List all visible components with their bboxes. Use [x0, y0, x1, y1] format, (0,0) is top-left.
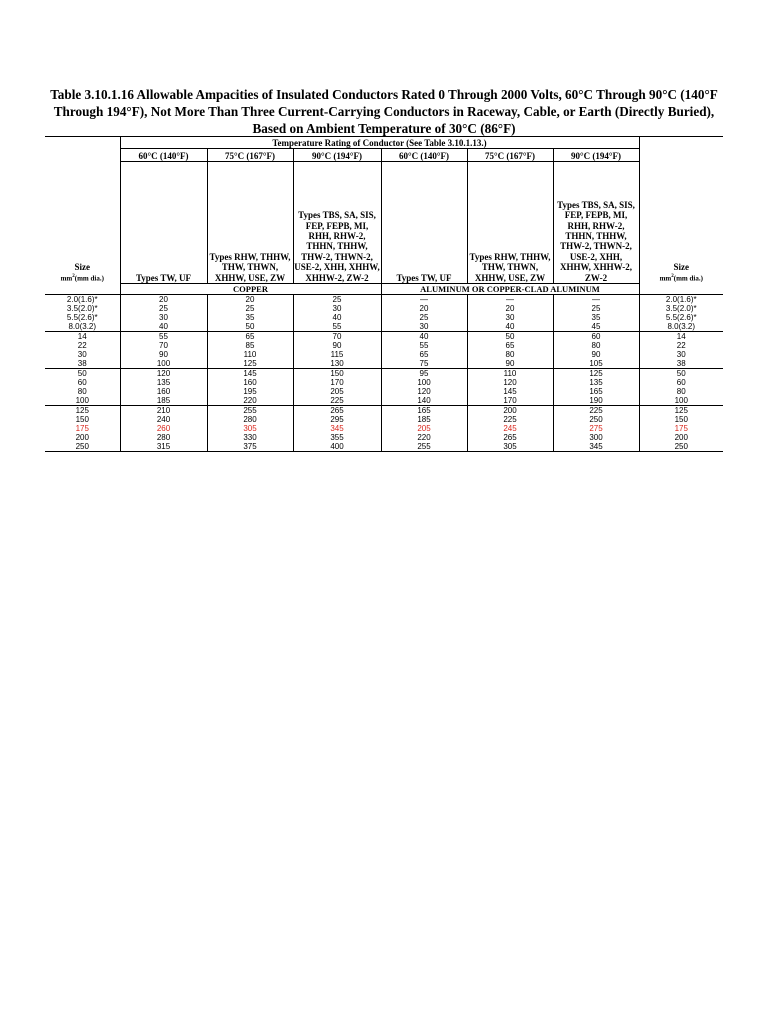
ampacity-cell-al-75: 120 [467, 378, 553, 387]
table-row [45, 442, 723, 452]
table-body [45, 295, 723, 452]
ampacity-cell-cu-75: 375 [207, 442, 293, 452]
temperature-rating-header: Temperature Rating of Conductor (See Table 3.10.1.13.) [120, 137, 639, 149]
types-cu-75: Types RHW, THHW, THW, THWN, XHHW, USE, ZW [207, 162, 293, 284]
size-label: Size [673, 261, 689, 272]
ampacity-cell-cu-75: 195 [207, 387, 293, 396]
ampacity-cell-al-75: 225 [467, 415, 553, 424]
size-cell-right: 5.5(2.6)* [665, 313, 697, 323]
ampacity-cell-al-90: 45 [553, 322, 639, 332]
ampacity-cell-al-75: 90 [467, 359, 553, 369]
ampacity-cell-al-60: 95 [381, 369, 467, 379]
ampacity-cell-al-60: 30 [381, 322, 467, 332]
table-row [45, 415, 723, 424]
size-cell-right: 22 [676, 341, 686, 351]
ampacity-cell-al-75: 40 [467, 322, 553, 332]
ampacity-cell-al-90: 90 [553, 350, 639, 359]
ampacity-cell-cu-75: 20 [207, 295, 293, 305]
ampacity-cell-al-75: 170 [467, 396, 553, 406]
ampacity-cell-cu-75: 65 [207, 332, 293, 342]
ampacity-cell-al-90: 275 [553, 424, 639, 433]
types-al-90: Types TBS, SA, SIS, FEP, FEPB, MI, RHH, RHW-2, THHN, THHW, THW-2, THWN-2, USE-2, XHH, XHHW, XHHW-2, ZW-2 [553, 162, 639, 284]
ampacity-cell-cu-90: 115 [293, 350, 381, 359]
ampacity-cell-al-90: 190 [553, 396, 639, 406]
ampacity-cell-cu-75: 145 [207, 369, 293, 379]
ampacity-cell-cu-60: 240 [120, 415, 207, 424]
ampacity-cell-cu-60: 210 [120, 406, 207, 416]
ampacity-cell-cu-60: 120 [120, 369, 207, 379]
ampacity-cell-al-60: 20 [381, 304, 467, 313]
size-cell-left: 5.5(2.6)* [45, 313, 120, 322]
ampacity-cell-cu-90: 30 [293, 304, 381, 313]
table-row [45, 350, 723, 359]
ampacity-cell-cu-90: 400 [293, 442, 381, 452]
ampacity-cell-cu-60: 280 [120, 433, 207, 442]
temp-header-al-75: 75°C (167°F) [467, 149, 553, 162]
table-row [45, 313, 723, 322]
size-cell-right: 100 [674, 396, 688, 406]
ampacity-cell-al-60: 55 [381, 341, 467, 350]
ampacity-cell-cu-90: 355 [293, 433, 381, 442]
ampacity-cell-al-60: 220 [381, 433, 467, 442]
ampacity-cell-al-90: 25 [553, 304, 639, 313]
size-label: Size [74, 261, 90, 272]
size-cell-left: 250 [45, 442, 120, 452]
ampacity-cell-al-90: 60 [553, 332, 639, 342]
table-row [45, 369, 723, 379]
table-row [45, 359, 723, 369]
size-cell-right: 38 [676, 359, 686, 369]
size-cell-right: 14 [639, 332, 723, 342]
size-cell-left: 60 [45, 378, 120, 387]
table-row [45, 295, 723, 305]
table-row [45, 304, 723, 313]
table-row [45, 433, 723, 442]
types-cu-60: Types TW, UF [120, 162, 207, 284]
ampacity-cell-al-75: 305 [467, 442, 553, 452]
ampacity-cell-cu-60: 70 [120, 341, 207, 350]
ampacity-cell-cu-60: 30 [120, 313, 207, 322]
ampacity-cell-al-90: 250 [553, 415, 639, 424]
ampacity-cell-cu-90: 225 [293, 396, 381, 406]
ampacity-cell-al-60: 185 [381, 415, 467, 424]
size-unit: $mm^2(mm$ dia.) [60, 274, 104, 283]
size-cell-left: 125 [45, 406, 120, 416]
ampacity-cell-al-90: 35 [553, 313, 639, 322]
size-cell-right: 60 [676, 378, 686, 388]
ampacity-cell-cu-75: 305 [207, 424, 293, 433]
ampacity-table [45, 136, 723, 452]
size-cell-left: 150 [45, 415, 120, 424]
temp-header-cu-60: 60°C (140°F) [120, 149, 207, 162]
ampacity-cell-cu-75: 220 [207, 396, 293, 406]
ampacity-cell-al-60: 205 [381, 424, 467, 433]
ampacity-cell-al-75: 245 [467, 424, 553, 433]
ampacity-cell-cu-75: 110 [207, 350, 293, 359]
table-row [45, 322, 723, 332]
ampacity-cell-al-75: — [467, 295, 553, 305]
ampacity-cell-cu-60: 160 [120, 387, 207, 396]
ampacity-cell-cu-60: 90 [120, 350, 207, 359]
size-cell-left: 38 [45, 359, 120, 369]
ampacity-cell-cu-75: 85 [207, 341, 293, 350]
ampacity-cell-cu-90: 265 [293, 406, 381, 416]
ampacity-cell-al-90: 135 [553, 378, 639, 387]
ampacity-cell-cu-90: 40 [293, 313, 381, 322]
ampacity-cell-cu-60: 315 [120, 442, 207, 452]
size-cell-right: 30 [676, 350, 686, 360]
ampacity-cell-al-75: 65 [467, 341, 553, 350]
ampacity-cell-cu-90: 130 [293, 359, 381, 369]
ampacity-cell-cu-75: 160 [207, 378, 293, 387]
ampacity-cell-cu-90: 295 [293, 415, 381, 424]
size-cell-right: 125 [639, 406, 723, 416]
ampacity-cell-cu-75: 330 [207, 433, 293, 442]
size-cell-left: 200 [45, 433, 120, 442]
ampacity-cell-al-90: — [553, 295, 639, 305]
types-al-75: Types RHW, THHW, THW, THWN, XHHW, USE, ZW [467, 162, 553, 284]
ampacity-cell-cu-90: 150 [293, 369, 381, 379]
ampacity-cell-cu-75: 255 [207, 406, 293, 416]
table-row [45, 332, 723, 342]
types-cu-90: Types TBS, SA, SIS, FEP, FEPB, MI, RHH, RHW-2, THHN, THHW, THW-2, THWN-2, USE-2, XHH, XHHW, XHHW-2, ZW-2 [293, 162, 381, 284]
copper-header: COPPER [120, 284, 381, 295]
ampacity-cell-cu-60: 135 [120, 378, 207, 387]
size-cell-right: 250 [639, 442, 723, 452]
ampacity-cell-cu-60: 55 [120, 332, 207, 342]
table-row [45, 424, 723, 433]
ampacity-cell-cu-60: 40 [120, 322, 207, 332]
temp-header-cu-90: 90°C (194°F) [293, 149, 381, 162]
ampacity-cell-cu-75: 35 [207, 313, 293, 322]
size-header-right [639, 162, 723, 284]
ampacity-cell-al-90: 345 [553, 442, 639, 452]
ampacity-cell-cu-90: 55 [293, 322, 381, 332]
ampacity-cell-al-60: 165 [381, 406, 467, 416]
ampacity-cell-al-90: 225 [553, 406, 639, 416]
ampacity-cell-cu-90: 25 [293, 295, 381, 305]
table-row [45, 387, 723, 396]
table-row [45, 396, 723, 406]
temp-header-al-90: 90°C (194°F) [553, 149, 639, 162]
ampacity-cell-cu-75: 25 [207, 304, 293, 313]
ampacity-cell-cu-60: 25 [120, 304, 207, 313]
ampacity-cell-cu-75: 280 [207, 415, 293, 424]
size-cell-left: 2.0(1.6)* [45, 295, 120, 305]
ampacity-cell-al-75: 200 [467, 406, 553, 416]
ampacity-cell-al-60: 120 [381, 387, 467, 396]
temp-header-cu-75: 75°C (167°F) [207, 149, 293, 162]
size-cell-right: 3.5(2.0)* [665, 304, 697, 314]
ampacity-cell-al-90: 300 [553, 433, 639, 442]
ampacity-cell-cu-90: 345 [293, 424, 381, 433]
size-cell-right: 2.0(1.6)* [639, 295, 723, 305]
ampacity-cell-cu-60: 185 [120, 396, 207, 406]
ampacity-cell-al-60: 255 [381, 442, 467, 452]
size-cell-right: 150 [674, 415, 688, 425]
ampacity-cell-al-60: 25 [381, 313, 467, 322]
ampacity-cell-al-75: 265 [467, 433, 553, 442]
ampacity-cell-al-75: 20 [467, 304, 553, 313]
ampacity-cell-al-90: 165 [553, 387, 639, 396]
ampacity-cell-cu-60: 20 [120, 295, 207, 305]
size-cell-left: 50 [45, 369, 120, 379]
table-row [45, 406, 723, 416]
size-unit: $mm^2(mm$ dia.) [659, 274, 703, 283]
ampacity-cell-cu-60: 100 [120, 359, 207, 369]
ampacity-cell-al-60: 40 [381, 332, 467, 342]
ampacity-cell-al-60: 65 [381, 350, 467, 359]
size-header-left [45, 162, 120, 284]
ampacity-cell-al-60: 75 [381, 359, 467, 369]
table-row [45, 341, 723, 350]
ampacity-cell-cu-60: 260 [120, 424, 207, 433]
ampacity-cell-al-75: 50 [467, 332, 553, 342]
ampacity-cell-al-90: 105 [553, 359, 639, 369]
table-row [45, 378, 723, 387]
ampacity-cell-al-90: 80 [553, 341, 639, 350]
aluminum-header: ALUMINUM OR COPPER-CLAD ALUMINUM [381, 284, 639, 295]
size-cell-left: 3.5(2.0)* [45, 304, 120, 313]
ampacity-cell-al-75: 80 [467, 350, 553, 359]
size-cell-left: 80 [45, 387, 120, 396]
ampacity-cell-al-60: — [381, 295, 467, 305]
ampacity-cell-cu-75: 125 [207, 359, 293, 369]
ampacity-cell-al-75: 110 [467, 369, 553, 379]
size-cell-left: 175 [45, 424, 120, 433]
types-al-60: Types TW, UF [381, 162, 467, 284]
size-cell-left: 22 [45, 341, 120, 350]
size-cell-right: 200 [674, 433, 688, 443]
ampacity-cell-cu-90: 205 [293, 387, 381, 396]
size-cell-right: 8.0(3.2) [667, 322, 696, 332]
size-cell-left: 100 [45, 396, 120, 406]
size-cell-right: 50 [639, 369, 723, 379]
ampacity-cell-al-60: 140 [381, 396, 467, 406]
size-cell-left: 8.0(3.2) [45, 322, 120, 332]
temp-header-al-60: 60°C (140°F) [381, 149, 467, 162]
ampacity-cell-al-90: 125 [553, 369, 639, 379]
ampacity-cell-cu-90: 70 [293, 332, 381, 342]
size-cell-left: 14 [45, 332, 120, 342]
ampacity-cell-al-60: 100 [381, 378, 467, 387]
ampacity-cell-al-75: 30 [467, 313, 553, 322]
ampacity-cell-al-75: 145 [467, 387, 553, 396]
ampacity-cell-cu-75: 50 [207, 322, 293, 332]
ampacity-cell-cu-90: 170 [293, 378, 381, 387]
size-cell-left: 30 [45, 350, 120, 359]
size-cell-right: 80 [676, 387, 686, 397]
ampacity-cell-cu-90: 90 [293, 341, 381, 350]
table-title: Table 3.10.1.16 Allowable Ampacities of Insulated Conductors Rated 0 Through 2000 Volts, 60°C Through 90°C (140°F Through 194°F), Not More Than Three Current-Carrying Conductors in Raceway, Cable, or Earth (Directly Buried), Based on Ambient Temperature of 30°C (86°F) [50, 87, 718, 136]
size-cell-right: 175 [674, 424, 688, 434]
